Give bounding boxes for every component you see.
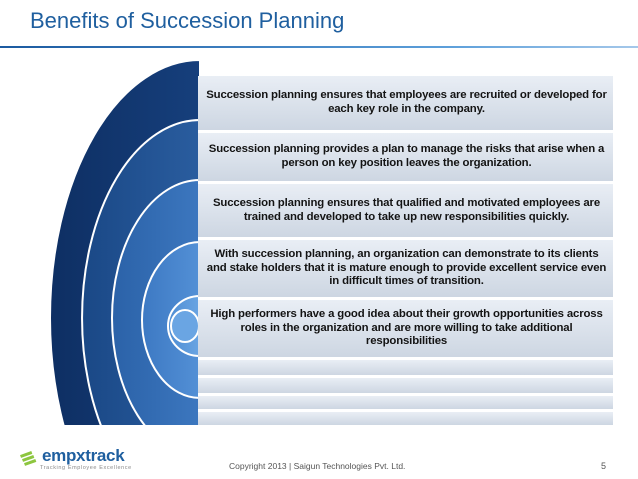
empty-band-3 <box>198 396 613 412</box>
benefit-text-5: High performers have a good idea about their growth opportunities across roles in the organization and are more willing to take additional responsibilities <box>210 308 603 348</box>
benefit-text-4: With succession planning, an organization can demonstrate to its clients and stake holders that it is mature enough to provide excellent service even in difficult times of transition. <box>206 248 607 288</box>
logo-mark-icon <box>20 448 40 466</box>
empty-band-2 <box>198 378 613 396</box>
benefit-text-2: Succession planning provides a plan to manage the risks that arise when a person on key position leaves the organization. <box>208 143 605 169</box>
benefit-text-1: Succession planning ensures that employees are recruited or developed for each key role in the company. <box>206 89 607 115</box>
benefit-band-3 <box>198 184 613 240</box>
logo-tagline: Tracking Employee Excellence <box>40 465 132 471</box>
footer-copyright: Copyright 2013 | Saigun Technologies Pvt. Ltd. <box>229 461 406 471</box>
page-number: 5 <box>601 461 607 471</box>
arc-center <box>171 310 199 342</box>
benefit-band-2 <box>198 133 613 184</box>
empty-band-1 <box>198 360 613 378</box>
empxtrack-logo <box>20 446 140 476</box>
logo-wordmark: empxtrack <box>42 446 125 465</box>
benefit-text-3: Succession planning ensures that qualified and motivated employees are trained and developed to take up new responsibilities quickly. <box>212 196 601 223</box>
benefit-band-5 <box>198 300 613 360</box>
empty-band-4 <box>198 412 613 428</box>
slide-title: Benefits of Succession Planning <box>30 8 345 33</box>
benefit-band-1 <box>198 76 613 133</box>
benefit-band-4 <box>198 240 613 300</box>
